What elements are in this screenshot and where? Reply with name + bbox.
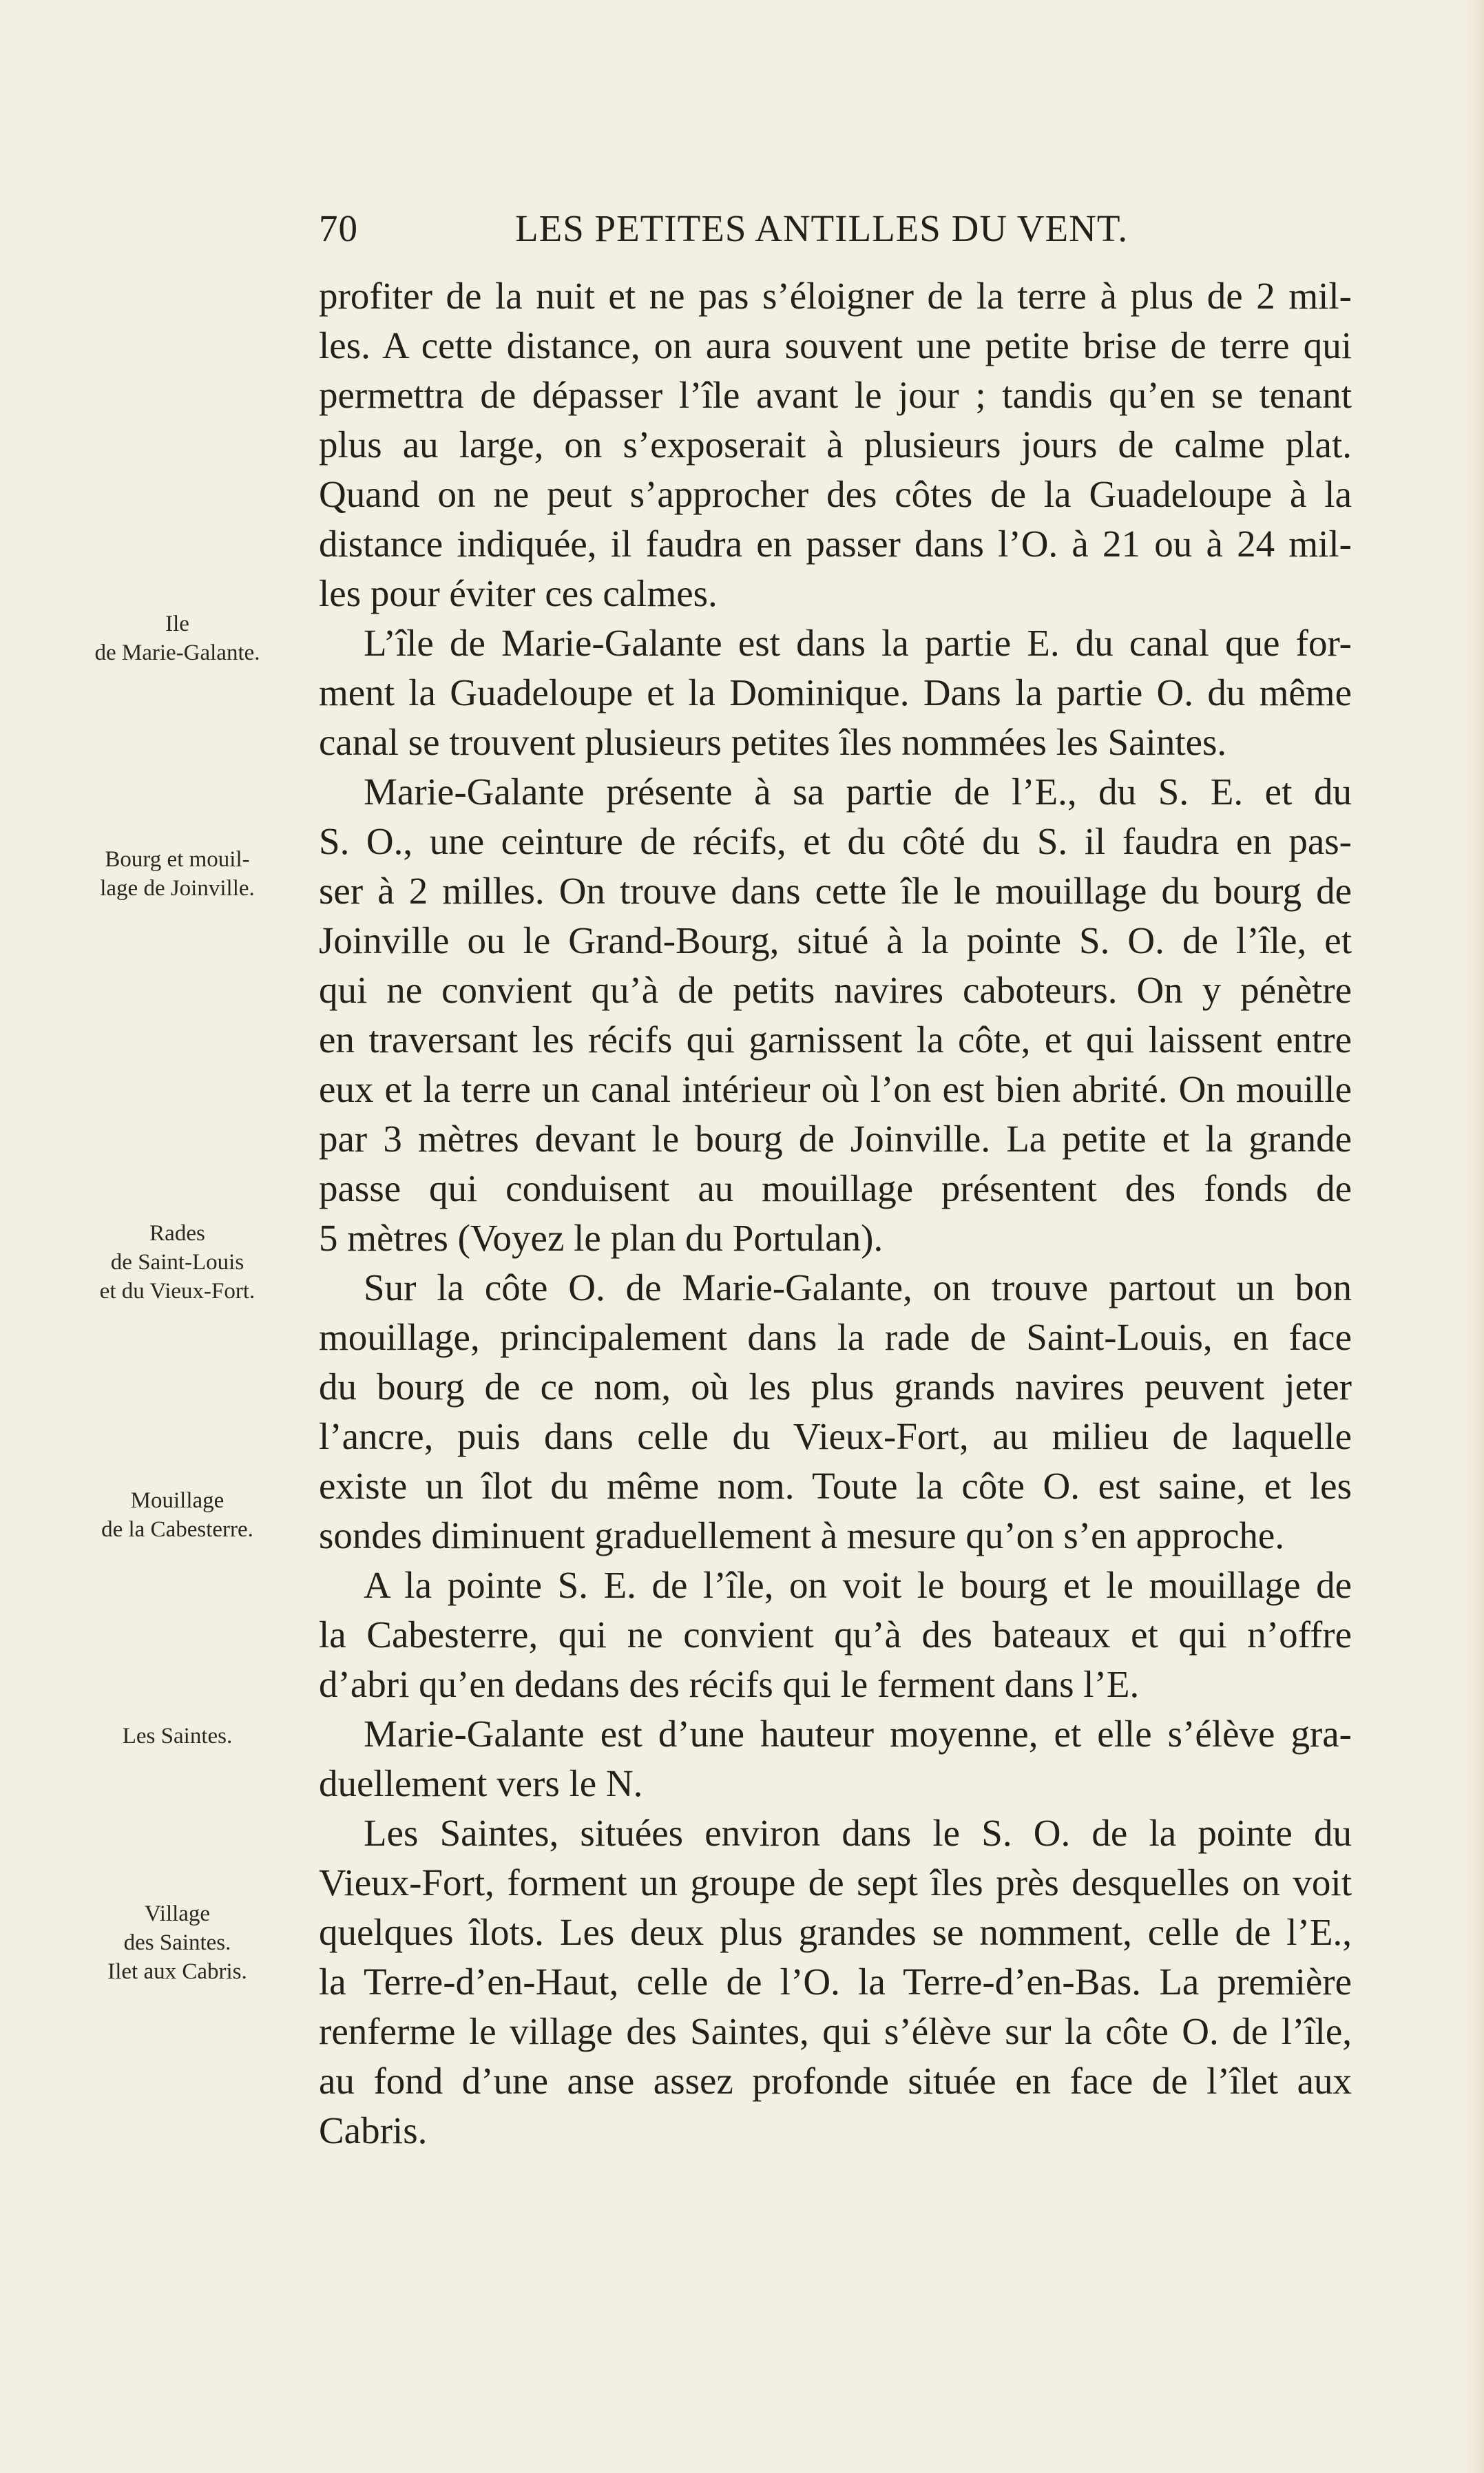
page-edge-shadow [1465,0,1484,2473]
margin-note-line: Mouillage [130,1488,224,1513]
text-line: ser à 2 milles. On trouve dans cette île le mouillage du bourg de [319,870,1352,912]
margin-note-cabesterre [41,1486,313,1544]
margin-note-line: lage de Joinville. [100,876,255,901]
text-line: sondes diminuent graduellement à mesure qu’on s’en approche. [319,1514,1285,1556]
text-line: distance indiquée, il faudra en passer dans l’O. à 21 ou à 24 mil- [319,523,1352,565]
margin-note-line: des Saintes. [123,1930,231,1955]
margin-note-line: et du Vieux-Fort. [99,1279,255,1304]
text-line: permettra de dépasser l’île avant le jour ; tandis qu’en se tenant [319,374,1352,416]
text-line: quelques îlots. Les deux plus grandes se nomment, celle de l’E., [319,1911,1352,1953]
text-line: A la pointe S. E. de l’île, on voit le bourg et le mouillage de [364,1564,1352,1606]
margin-note-village [41,1899,313,1986]
text-line: l’ancre, puis dans celle du Vieux-Fort, au milieu de laquelle [319,1415,1352,1457]
margin-note-line: de Saint-Louis [110,1250,244,1275]
margin-note-rades [41,1219,313,1306]
text-line: Vieux-Fort, forment un groupe de sept îles près desquelles on voit [319,1861,1352,1903]
text-line: les pour éviter ces calmes. [319,572,718,614]
text-line: du bourg de ce nom, où les plus grands navires peuvent jeter [319,1366,1352,1408]
text-line: la Terre-d’en-Haut, celle de l’O. la Terre-d’en-Bas. La première [319,1961,1352,2003]
text-line: 5 mètres (Voyez le plan du Portulan). [319,1217,884,1259]
page-number: 70 [319,207,358,249]
margin-note-ile-marie-galante [41,609,313,667]
text-line: duellement vers le N. [319,1762,643,1804]
text-line: existe un îlot du même nom. Toute la côte O. est saine, et les [319,1465,1352,1507]
margin-note-line: Les Saintes. [122,1724,233,1749]
text-line: plus au large, on s’exposerait à plusieurs jours de calme plat. [319,424,1352,466]
text-line: la Cabesterre, qui ne convient qu’à des bateaux et qui n’offre [319,1614,1352,1656]
text-line: Joinville ou le Grand-Bourg, situé à la pointe S. O. de l’île, et [319,919,1352,961]
margin-note-line: Rades [149,1221,205,1246]
text-line: Quand on ne peut s’approcher des côtes de la Guadeloupe à la [319,473,1352,515]
text-line: L’île de Marie-Galante est dans la partie E. du canal que for- [364,622,1352,664]
text-line: renferme le village des Saintes, qui s’élève sur la côte O. de l’île, [319,2010,1352,2052]
text-line: eux et la terre un canal intérieur où l’on est bien abrité. On mouille [319,1068,1352,1110]
text-line: les. A cette distance, on aura souvent une petite brise de terre qui [319,324,1352,366]
text-line: canal se trouvent plusieurs petites îles nommées les Saintes. [319,721,1227,763]
text-line: Marie-Galante présente à sa partie de l’E., du S. E. et du [364,771,1352,813]
text-line: au fond d’une anse assez profonde située en face de l’îlet aux [319,2060,1352,2102]
text-line: d’abri qu’en dedans des récifs qui le ferment dans l’E. [319,1663,1140,1705]
margin-note-line: Ilet aux Cabris. [107,1959,247,1984]
margin-note-line: de Marie-Galante. [94,640,260,665]
margin-note-les-saintes [41,1722,313,1751]
text-line: profiter de la nuit et ne pas s’éloigner de la terre à plus de 2 mil- [319,275,1352,317]
text-line: Cabris. [319,2109,428,2151]
text-line: Sur la côte O. de Marie-Galante, on trouve partout un bon [364,1266,1352,1308]
margin-note-line: Bourg et mouil- [105,847,250,872]
running-head [319,207,1348,262]
text-line: passe qui conduisent au mouillage présentent des fonds de [319,1167,1352,1209]
margin-note-line: de la Cabesterre. [101,1517,253,1542]
text-line: mouillage, principalement dans la rade de Saint-Louis, en face [319,1316,1352,1358]
text-line: Les Saintes, situées environ dans le S. O. de la pointe du [364,1812,1352,1854]
text-line: Marie-Galante est d’une hauteur moyenne, et elle s’élève gra- [364,1713,1352,1755]
text-line: par 3 mètres devant le bourg de Joinville. La petite et la grande [319,1118,1352,1160]
margin-note-line: Ile [165,612,189,636]
margin-note-bourg-joinville [41,845,313,903]
text-line: en traversant les récifs qui garnissent la côte, et qui laissent entre [319,1019,1352,1061]
margin-note-line: Village [144,1901,211,1926]
running-title: LES PETITES ANTILLES DU VENT. [515,207,1129,249]
text-line: S. O., une ceinture de récifs, et du côté du S. il faudra en pas- [319,820,1352,862]
text-line: qui ne convient qu’à de petits navires caboteurs. On y pénètre [319,969,1352,1011]
text-line: ment la Guadeloupe et la Dominique. Dans la partie O. du même [319,671,1352,713]
